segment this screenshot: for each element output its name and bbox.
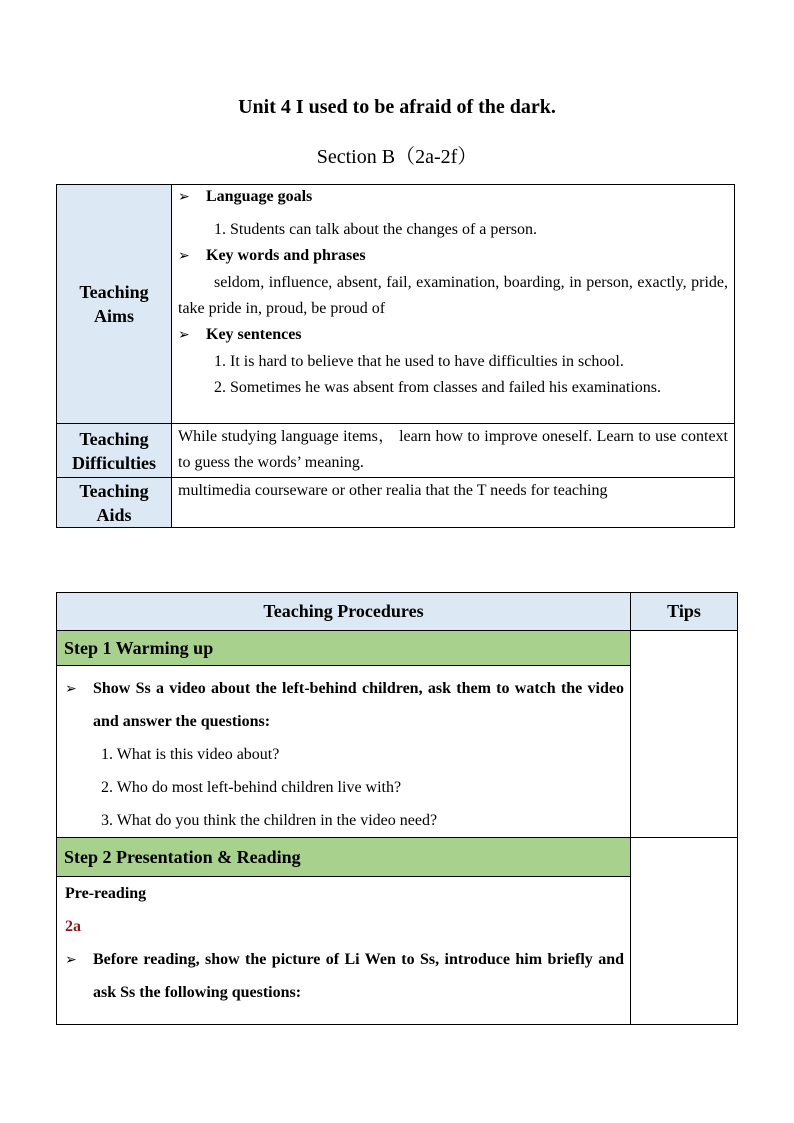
step1-instruction: Show Ss a video about the left-behind children, ask them to watch the video and answer the questions:	[93, 680, 624, 730]
step1-title: Step 1 Warming up	[57, 631, 630, 666]
procedures-header: Teaching Procedures	[57, 593, 631, 631]
language-goals-heading: Language goals	[206, 188, 313, 205]
arrow-bullet-icon: ➢	[65, 953, 77, 968]
label-text: Teaching Aids	[79, 480, 149, 525]
teaching-aids-content: multimedia courseware or other realia that the T needs for teaching	[172, 478, 735, 528]
list-item: 2. Who do most left-behind children live with?	[101, 779, 402, 796]
teaching-aims-table	[56, 184, 735, 528]
page-title: Unit 4 I used to be afraid of the dark.	[238, 96, 556, 118]
teaching-procedures-table	[56, 592, 738, 1025]
arrow-bullet-icon: ➢	[178, 249, 190, 264]
label-text: Teaching Aims	[79, 282, 149, 326]
key-sentence-item: 1. It is hard to believe that he used to have difficulties in school.	[214, 353, 624, 370]
table-row	[57, 478, 735, 528]
table-row	[57, 631, 738, 838]
teaching-aims-label	[57, 185, 172, 424]
step1-tips-cell	[631, 631, 738, 838]
step1-body	[57, 666, 630, 837]
table-row	[57, 838, 738, 1025]
step1-cell	[57, 631, 631, 838]
key-words-text: seldom, influence, absent, fail, examination, boarding, in person, exactly, pride, take pride in, proud, be proud of	[178, 274, 728, 317]
table-header-row	[57, 593, 738, 631]
key-sentences-heading: Key sentences	[206, 326, 302, 343]
activity-label: 2a	[65, 918, 81, 935]
teaching-aims-content	[172, 185, 735, 424]
table-row	[57, 185, 735, 424]
arrow-bullet-icon: ➢	[178, 328, 190, 343]
page-subtitle: Section B（2a-2f）	[316, 146, 478, 168]
teaching-aids-label	[57, 478, 172, 528]
tips-header: Tips	[631, 593, 738, 631]
language-goal-item: 1. Students can talk about the changes of a person.	[214, 221, 538, 238]
step2-title: Step 2 Presentation & Reading	[57, 838, 630, 877]
key-sentence-item: 2. Sometimes he was absent from classes and failed his examinations.	[214, 379, 662, 396]
arrow-bullet-icon: ➢	[65, 682, 77, 697]
teaching-difficulties-label	[57, 424, 172, 478]
key-words-heading: Key words and phrases	[206, 247, 366, 264]
step2-instruction: Before reading, show the picture of Li Wen to Ss, introduce him briefly and ask Ss the following questions:	[93, 951, 624, 1001]
pre-reading-heading: Pre-reading	[65, 885, 147, 902]
teaching-difficulties-content: While studying language items， learn how to improve oneself. Learn to use context to guess the words’ meaning.	[172, 424, 735, 478]
list-item: 3. What do you think the children in the video need?	[101, 812, 438, 829]
step2-tips-cell	[631, 838, 738, 1025]
table-row	[57, 424, 735, 478]
step2-cell	[57, 838, 631, 1025]
list-item: 1. What is this video about?	[101, 746, 280, 763]
arrow-bullet-icon: ➢	[178, 190, 190, 205]
step2-body	[57, 877, 630, 1009]
label-text: Teaching Difficulties	[72, 428, 156, 473]
